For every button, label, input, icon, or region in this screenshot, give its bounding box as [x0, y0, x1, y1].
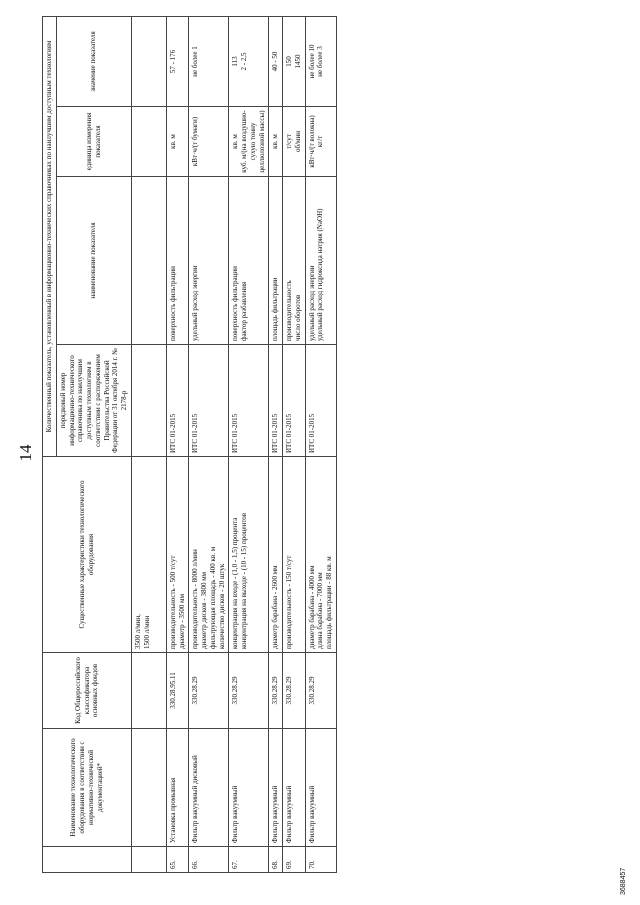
row-name: Установка промывная	[166, 729, 189, 847]
header-row-1	[43, 17, 57, 873]
row-code: 330.28.29	[283, 653, 306, 729]
row-value: 150 1450	[283, 17, 306, 107]
row-unit: т/сут об/мин	[283, 107, 306, 177]
row-indicator: поверхность фильтрации	[166, 177, 189, 345]
row-code: 330.28.29	[229, 653, 269, 729]
row-ref: ИТС 01-2015	[305, 345, 336, 457]
continued-chars: 3500 л/мин, 1500 л/мин	[131, 457, 166, 653]
row-ref: ИТС 01-2015	[283, 345, 306, 457]
row-num: 66.	[189, 847, 229, 873]
row-unit: кв. м	[269, 107, 283, 177]
row-code: 330.28.29	[305, 653, 336, 729]
ref-number-header: порядковый номер информационно-технического справочника по наилучшим доступным технологиям в соответствии с распоряжением Правительства Российской Федерации от 31 октября 2014 г. № 2178-р	[56, 345, 131, 457]
row-unit: кв. м	[166, 107, 189, 177]
row-indicator: поверхность фильтрации фактор разбавления	[229, 177, 269, 345]
code-header: Код Общероссийского классификатора основных фондов	[43, 653, 132, 729]
row-value: не более 1	[189, 17, 229, 107]
row-name: Фильтр вакуумный	[305, 729, 336, 847]
table-row	[229, 17, 269, 873]
indicator-name-header: наименование показателя	[56, 177, 131, 345]
page-number: 14	[16, 444, 35, 462]
row-chars: диаметр барабана - 4000 мм длина барабана - 7000 мм площадь фильтрации - 88 кв. м	[305, 457, 336, 653]
table-row	[305, 17, 336, 873]
row-num: 65.	[166, 847, 189, 873]
row-chars: производительность - 500 т/сут диаметр - 3500 мм	[166, 457, 189, 653]
row-value: 113 2 - 2,5	[229, 17, 269, 107]
row-value: не более 10 не более 3	[305, 17, 336, 107]
equipment-table	[42, 16, 337, 873]
row-unit: кВт·ч/(т волокна) кг/т	[305, 107, 336, 177]
row-ref: ИТС 01-2015	[189, 345, 229, 457]
document-id: 3688457	[620, 867, 627, 895]
unit-header: единица измерения показателя	[56, 107, 131, 177]
quant-group-header: Количественный показатель, установленный в информационно-технических справочниках по наилучшим доступным технологиям	[43, 17, 57, 457]
row-name: Фильтр вакуумный	[269, 729, 283, 847]
row-name: Фильтр вакуумный	[229, 729, 269, 847]
row-chars: диаметр барабана - 2600 мм	[269, 457, 283, 653]
row-ref: ИТС 01-2015	[229, 345, 269, 457]
row-code: 330.28.29	[189, 653, 229, 729]
row-unit: кв. м куб. м/(на воздушно-сухую тонну целлюлозной массы)	[229, 107, 269, 177]
row-indicator: удельный расход энергии	[189, 177, 229, 345]
row-num: 68.	[269, 847, 283, 873]
name-header: Наименование технологического оборудования в соответствии с нормативно-технической документацией*	[43, 729, 132, 847]
row-unit: кВт·ч/(т бумаги)	[189, 107, 229, 177]
row-indicator: площадь фильтрации	[269, 177, 283, 345]
row-code: 330.28.29	[269, 653, 283, 729]
row-code: 330.28.95.11	[166, 653, 189, 729]
row-ref: ИТС 01-2015	[269, 345, 283, 457]
num-header	[43, 847, 132, 873]
row-indicator: удельный расход энергии удельный расход гидроксида натрия (NaOH)	[305, 177, 336, 345]
row-chars: производительность - 150 т/сут	[283, 457, 306, 653]
characteristics-header: Существенные характеристики технологического оборудования	[43, 457, 132, 653]
table-row	[166, 17, 189, 873]
row-name: Фильтр вакуумный	[283, 729, 306, 847]
continued-row	[131, 17, 166, 873]
row-name: Фильтр вакуумный дисковый	[189, 729, 229, 847]
row-indicator: производительность число оборотов	[283, 177, 306, 345]
row-num: 69.	[283, 847, 306, 873]
row-num: 70.	[305, 847, 336, 873]
row-value: 57 - 176	[166, 17, 189, 107]
table-row	[283, 17, 306, 873]
row-chars: производительность - 8000 л/мин диаметр дисков - 3800 мм фильтрующая площадь - 400 кв. м количество дисков - 20 штук	[189, 457, 229, 653]
row-value: 40 - 50	[269, 17, 283, 107]
table-row	[189, 17, 229, 873]
row-num: 67.	[229, 847, 269, 873]
table-row	[269, 17, 283, 873]
row-chars: концентрация на входе - (1,0 - 1,5) процента концентрация на выходе - (10 - 15) процентов	[229, 457, 269, 653]
row-ref: ИТС 01-2015	[166, 345, 189, 457]
value-header: значение показателя	[56, 17, 131, 107]
